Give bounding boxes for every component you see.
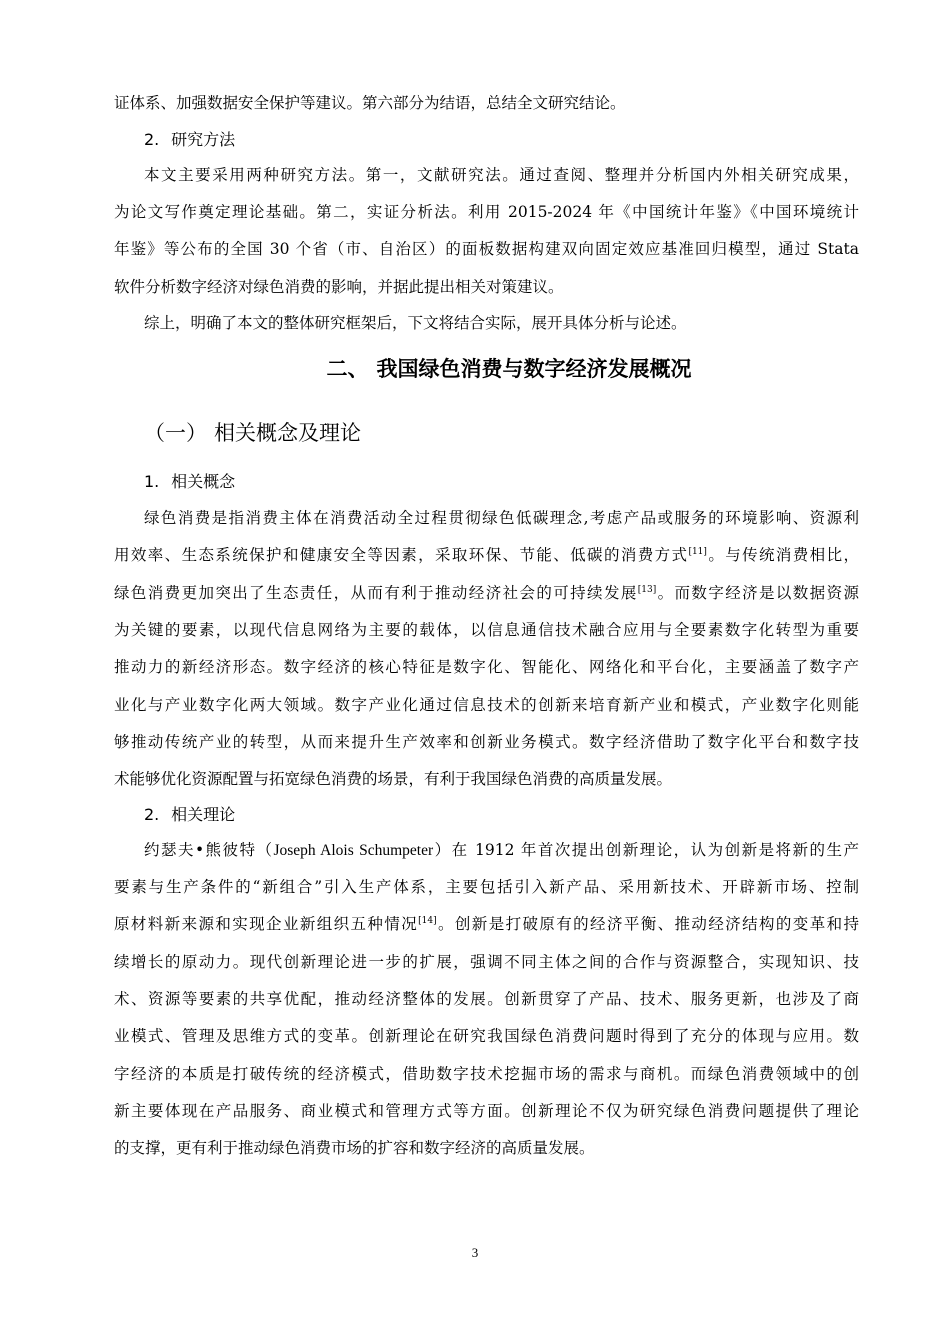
body-text-line: 续增长的原动力。现代创新理论进一步的扩展，强调不同主体之间的合作与资源整合，实现知识、技	[114, 953, 859, 971]
text-run: 用效率、生态系统保护和健康安全等因素，采取环保、节能、低碳的消费方式	[114, 546, 689, 564]
text-run: ）在 1912 年首次提出创新理论，认为创新是将新的生产	[433, 841, 859, 859]
body-text-line	[114, 914, 859, 934]
text-run: 绿色消费更加突出了生态责任，从而有利于推动经济社会的可持续发展	[114, 584, 638, 602]
text-run: 原材料新来源和实现企业新组织五种情况	[114, 915, 419, 933]
body-text-line: 新主要体现在产品服务、商业模式和管理方式等方面。创新理论不仅为研究绿色消费问题提供了理论	[114, 1102, 859, 1120]
text-run: 。与传统消费相比，	[706, 546, 859, 564]
text-run: 。创新是打破原有的经济平衡、推动经济结构的变革和持	[436, 915, 859, 933]
heading-text: 相关理论	[171, 805, 236, 824]
body-text-line: 绿色消费是指消费主体在消费活动全过程贯彻绿色低碳理念,考虑产品或服务的环境影响、资源利	[144, 509, 859, 527]
body-text-line: 为论文写作奠定理论基础。第二，实证分析法。利用 2015-2024 年《中国统计年鉴》《中国环境统计	[114, 203, 859, 221]
subsection-heading-theory	[144, 804, 235, 826]
body-text-line	[114, 545, 859, 565]
citation-ref: [11]	[688, 547, 707, 557]
body-text-line: 推动力的新经济形态。数字经济的核心特征是数字化、智能化、网络化和平台化，主要涵盖了数字产	[114, 658, 859, 676]
citation-ref: [13]	[637, 585, 657, 595]
heading-text: 研究方法	[171, 130, 236, 149]
chapter-heading	[0, 355, 950, 383]
text-run: 。而数字经济是以数据资源	[656, 584, 859, 602]
heading-number: 2.	[144, 130, 160, 149]
person-name: Joseph Alois Schumpeter	[273, 842, 434, 859]
body-text-line: 够推动传统产业的转型，从而来提升生产效率和创新业务模式。数字经济借助了数字化平台和数字技	[114, 733, 859, 751]
page-number: 3	[471, 1245, 479, 1260]
body-text-line: 字经济的本质是打破传统的经济模式，借助数字技术挖掘市场的需求与商机。而绿色消费领域中的创	[114, 1065, 859, 1083]
body-text-line: 证体系、加强数据安全保护等建议。第六部分为结语，总结全文研究结论。	[114, 94, 626, 112]
body-text-line	[114, 583, 859, 603]
body-text-line: 本文主要采用两种研究方法。第一，文献研究法。通过查阅、整理并分析国内外相关研究成果，	[144, 166, 859, 184]
body-text-line: 业模式、管理及思维方式的变革。创新理论在研究我国绿色消费问题时得到了充分的体现与应用。数	[114, 1027, 859, 1045]
body-text-line: 的支撑，更有利于推动绿色消费市场的扩容和数字经济的高质量发展。	[114, 1139, 595, 1157]
body-text-line: 软件分析数字经济对绿色消费的影响，并据此提出相关对策建议。	[114, 278, 564, 296]
text-run: 约瑟夫•熊彼特（	[144, 841, 274, 859]
body-text-line: 综上，明确了本文的整体研究框架后，下文将结合实际，展开具体分析与论述。	[144, 314, 687, 332]
body-text-line: 业化与产业数字化两大领域。数字产业化通过信息技术的创新来培育新产业和模式，产业数字化则能	[114, 696, 859, 714]
chapter-number: 二、	[326, 357, 369, 381]
chapter-title: 我国绿色消费与数字经济发展概况	[376, 357, 692, 381]
subsection-heading-methods	[144, 129, 235, 151]
body-text-line: 为关键的要素，以现代信息网络为主要的载体，以信息通信技术融合应用与全要素数字化转型为重要	[114, 621, 859, 639]
body-text-line: 术、资源等要素的共享优配，推动经济整体的发展。创新贯穿了产品、技术、服务更新，也涉及了商	[114, 990, 859, 1008]
body-text-line: 年鉴》等公布的全国 30 个省（市、自治区）的面板数据构建双向固定效应基准回归模型，通过 Stata	[114, 240, 859, 258]
section-heading	[144, 419, 361, 447]
heading-number: 2.	[144, 805, 160, 824]
heading-text: 相关概念	[171, 472, 236, 491]
body-text-line: 要素与生产条件的“新组合”引入生产体系，主要包括引入新产品、采用新技术、开辟新市场、控制	[114, 878, 859, 896]
section-title: 相关概念及理论	[214, 421, 361, 445]
heading-number: 1.	[144, 472, 160, 491]
body-text-line: 术能够优化资源配置与拓宽绿色消费的场景，有利于我国绿色消费的高质量发展。	[114, 770, 673, 788]
body-text-line	[144, 840, 859, 861]
citation-ref: [14]	[418, 916, 437, 926]
section-number: （一）	[144, 421, 207, 445]
subsection-heading-concepts	[144, 471, 235, 493]
